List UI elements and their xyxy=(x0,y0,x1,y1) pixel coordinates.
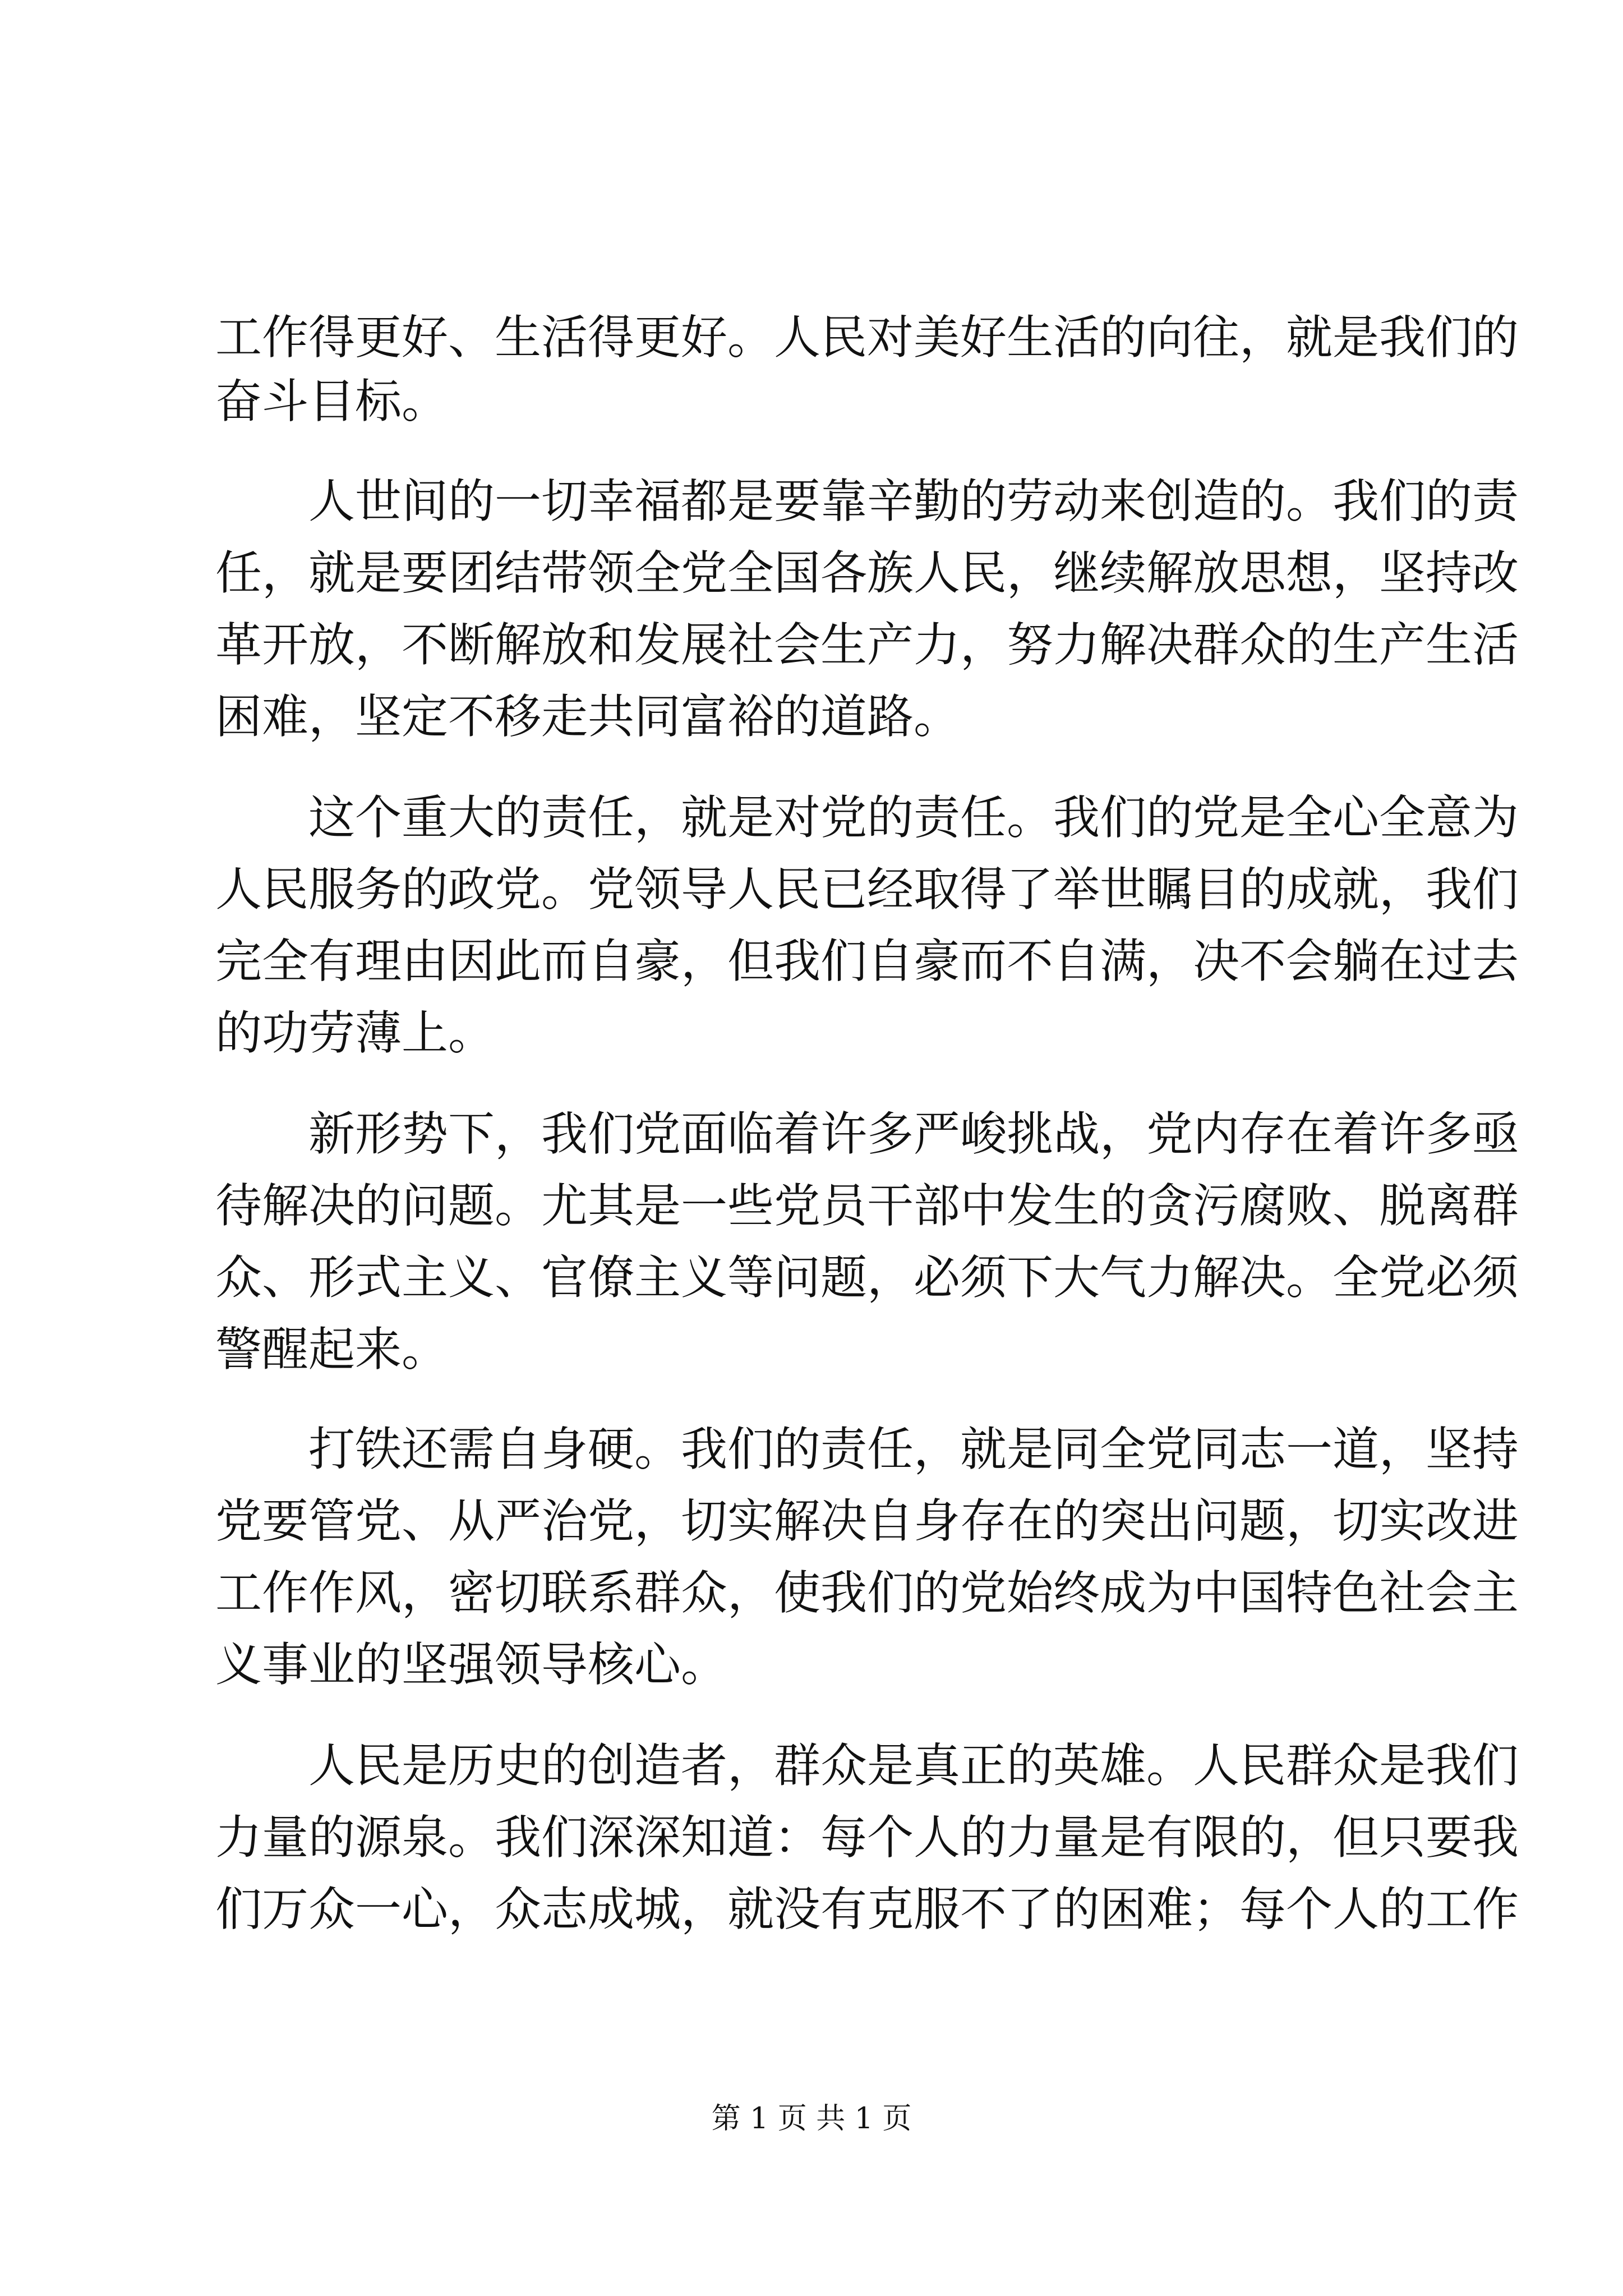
text-line: 这个重大的责任，就是对党的责任。我们的党是全心全意为 xyxy=(215,790,1519,845)
text-line: 奋斗目标。 xyxy=(215,374,448,429)
text-line: 任，就是要团结带领全党全国各族人民，继续解放思想，坚持改 xyxy=(215,546,1519,600)
page-number-footer: 第 1 页 共 1 页 xyxy=(711,2102,912,2136)
text-line: 待解决的问题。尤其是一些党员干部中发生的贪污腐败、脱离群 xyxy=(215,1179,1519,1233)
text-line: 的功劳薄上。 xyxy=(215,1006,495,1060)
text-line: 人民是历史的创造者，群众是真正的英雄。人民群众是我们 xyxy=(215,1738,1519,1793)
text-line: 们万众一心，众志成城，就没有克服不了的困难；每个人的工作 xyxy=(215,1882,1519,1936)
text-line: 完全有理由因此而自豪，但我们自豪而不自满，决不会躺在过去 xyxy=(215,934,1519,988)
text-line: 打铁还需自身硬。我们的责任，就是同全党同志一道，坚持 xyxy=(215,1422,1519,1476)
text-line: 新形势下，我们党面临着许多严峻挑战，党内存在着许多亟 xyxy=(215,1107,1519,1161)
text-line: 警醒起来。 xyxy=(215,1322,448,1377)
text-line: 力量的源泉。我们深深知道：每个人的力量是有限的，但只要我 xyxy=(215,1810,1519,1865)
text-line: 义事业的坚强领导核心。 xyxy=(215,1637,727,1692)
text-line: 众、形式主义、官僚主义等问题，必须下大气力解决。全党必须 xyxy=(215,1250,1519,1305)
text-line: 困难，坚定不移走共同富裕的道路。 xyxy=(215,689,960,744)
text-line: 人民服务的政党。党领导人民已经取得了举世瞩目的成就，我们 xyxy=(215,862,1519,917)
text-line: 革开放，不断解放和发展社会生产力，努力解决群众的生产生活 xyxy=(215,618,1519,672)
text-line: 人世间的一切幸福都是要靠辛勤的劳动来创造的。我们的责 xyxy=(215,474,1519,528)
text-line: 工作作风，密切联系群众，使我们的党始终成为中国特色社会主 xyxy=(215,1566,1519,1620)
text-line: 工作得更好、生活得更好。人民对美好生活的向往，就是我们的 xyxy=(215,310,1519,365)
text-line: 党要管党、从严治党，切实解决自身存在的突出问题，切实改进 xyxy=(215,1494,1519,1548)
